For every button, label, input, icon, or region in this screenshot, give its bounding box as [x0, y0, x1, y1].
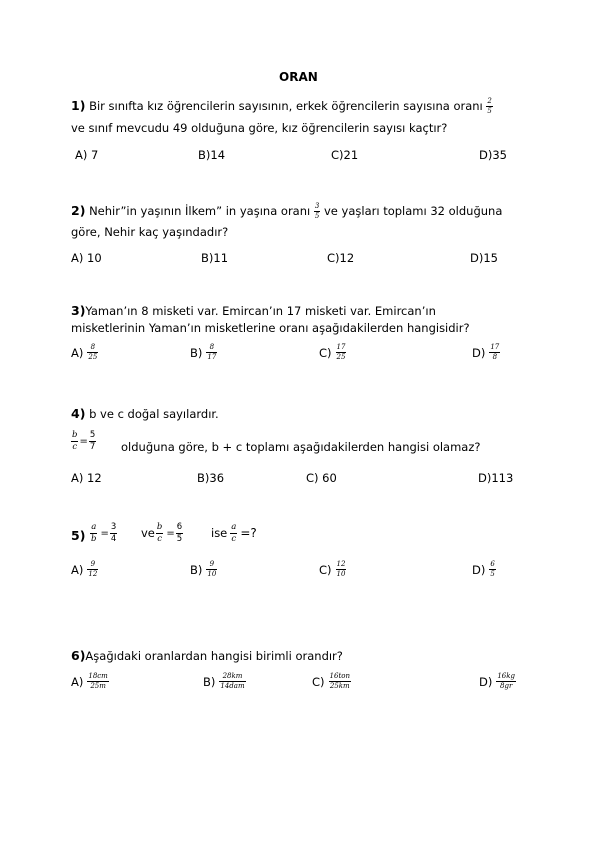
fraction: $\frac{9}{12}$	[88, 560, 98, 578]
option-c[interactable]: C) $\frac{12}{10}$	[319, 560, 346, 578]
option-c[interactable]: C) $\frac{17}{25}$	[319, 343, 346, 361]
question-1-line-1	[71, 98, 493, 115]
fraction: $\frac{17}{25}$	[336, 343, 346, 361]
question-text: Yaman’ın 8 misketi var. Emircan’ın 17 misketi var. Emircan’ın	[85, 304, 436, 318]
fraction: $\frac{\text{16ton}}{25km}$	[329, 672, 350, 690]
option-c[interactable]: C)12	[327, 251, 355, 265]
fraction: $\frac{6}{5}$	[490, 560, 495, 578]
fraction: $\frac{a}{b}$	[91, 522, 97, 544]
question-5-ask: ise $\frac{a}{c}$ =?	[211, 522, 257, 544]
question-number: 2)	[71, 203, 86, 218]
fraction: $\frac{5}{7}$	[89, 430, 96, 452]
question-2-line-1	[71, 203, 502, 220]
option-b[interactable]: B) $\frac{28km}{\text{14dam}}$	[203, 672, 245, 690]
question-number: 6)	[71, 648, 86, 663]
option-c[interactable]: C)21	[331, 148, 359, 162]
fraction: $\frac{28km}{\text{14dam}}$	[220, 672, 245, 690]
option-c[interactable]: C) 60	[306, 471, 337, 485]
question-text: b ve c doğal sayılardır.	[89, 407, 219, 421]
fraction: $\frac{b}{c}$	[156, 522, 163, 544]
question-number: 3)	[71, 303, 86, 318]
fraction: $\frac{16kg}{8gr}$	[497, 672, 515, 690]
fraction: $\frac{17}{8}$	[490, 343, 500, 361]
question-number: 5)	[71, 528, 86, 543]
question-4-equation: $\frac{b}{c}$ = $\frac{5}{7}$	[72, 430, 96, 452]
question-number: 4)	[71, 406, 86, 421]
fraction: $\frac{b}{c}$	[72, 430, 78, 452]
option-b[interactable]: B) $\frac{9}{10}$	[190, 560, 217, 578]
question-text: Bir sınıfta kız öğrencilerin sayısının, erkek öğrencilerin sayısına oranı	[89, 99, 483, 113]
option-a[interactable]: A) $\frac{9}{12}$	[71, 560, 98, 578]
option-a[interactable]: A) $\frac{18cm}{25m}$	[71, 672, 108, 690]
option-a[interactable]: A) 10	[71, 251, 102, 265]
question-2-line-2: göre, Nehir kaç yaşındadır?	[71, 225, 229, 239]
question-number: 1)	[71, 98, 86, 113]
question-4-line-1	[71, 406, 219, 421]
question-5-equation-2: ve $\frac{b}{c}$ = $\frac{6}{5}$	[141, 522, 183, 544]
fraction: $\frac{3}{4}$	[110, 522, 117, 544]
question-3-line-2: misketlerinin Yaman’ın misketlerine oranı aşağıdakilerden hangisidir?	[71, 321, 470, 335]
question-6-line-1	[71, 648, 343, 663]
option-a[interactable]: A) 12	[71, 471, 102, 485]
option-d[interactable]: D) $\frac{17}{8}$	[472, 343, 500, 361]
option-b[interactable]: B)11	[201, 251, 229, 265]
option-b[interactable]: B) $\frac{8}{17}$	[190, 343, 217, 361]
option-a[interactable]: A) $\frac{8}{25}$	[71, 343, 98, 361]
question-3-line-1	[71, 303, 436, 318]
option-d[interactable]: D)35	[479, 148, 507, 162]
option-c[interactable]: C) $\frac{\text{16ton}}{25km}$	[312, 672, 350, 690]
option-d[interactable]: D)113	[478, 471, 514, 485]
fraction: $\frac{6}{5}$	[176, 522, 183, 544]
option-d[interactable]: D)15	[470, 251, 498, 265]
question-text: ve yaşları toplamı 32 olduğuna	[324, 204, 503, 218]
question-text: Aşağıdaki oranlardan hangisi birimli orandır?	[85, 649, 343, 663]
fraction: $\frac{12}{10}$	[336, 560, 346, 578]
option-a[interactable]: A) 7	[75, 148, 99, 162]
option-d[interactable]: D) $\frac{16kg}{8gr}$	[479, 672, 515, 690]
page-title: ORAN	[279, 70, 318, 84]
fraction: $\frac{3}{5}$	[314, 202, 320, 220]
option-b[interactable]: B)36	[197, 471, 225, 485]
fraction: $\frac{8}{17}$	[207, 343, 217, 361]
fraction: $\frac{9}{10}$	[207, 560, 217, 578]
question-4-line-2: olduğuna göre, b + c toplamı aşağıdakilerden hangisi olamaz?	[121, 440, 481, 454]
question-text: Nehir”in yaşının İlkem” in yaşına oranı	[89, 204, 311, 218]
option-b[interactable]: B)14	[198, 148, 226, 162]
fraction: $\frac{8}{25}$	[88, 343, 98, 361]
fraction: $\frac{2}{5}$	[487, 97, 492, 115]
fraction: $\frac{a}{c}$	[231, 522, 237, 544]
question-5-equation: $\frac{a}{b}$ = $\frac{3}{4}$	[91, 522, 117, 544]
fraction: $\frac{18cm}{25m}$	[88, 672, 108, 690]
question-1-line-2: ve sınıf mevcudu 49 olduğuna göre, kız öğrencilerin sayısı kaçtır?	[71, 121, 448, 135]
option-d[interactable]: D) $\frac{6}{5}$	[472, 560, 495, 578]
